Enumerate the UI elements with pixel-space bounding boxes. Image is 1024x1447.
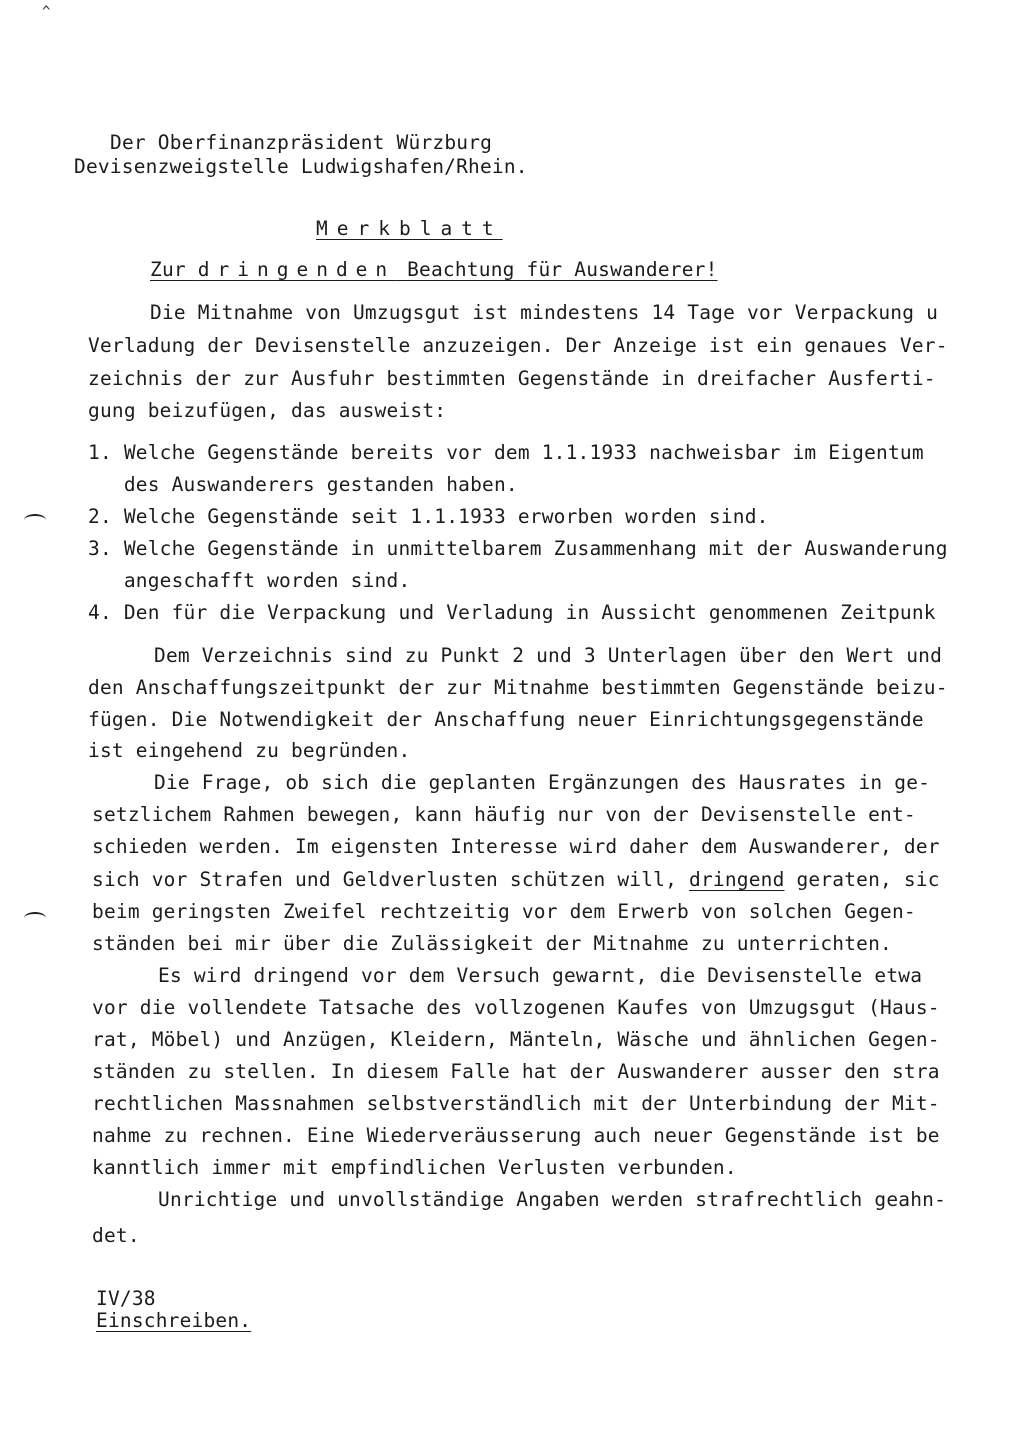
paragraph-line: Es wird dringend vor dem Versuch gewarnt, die Devisenstelle etwa	[158, 964, 923, 987]
paragraph-text: geraten, sic	[784, 868, 940, 891]
list-item: 4. Den für die Verpackung und Verladung in Aussicht genommenen Zeitpunk	[88, 601, 936, 624]
registered-mail-note: Einschreiben.	[96, 1309, 252, 1332]
paragraph-line: beim geringsten Zweifel rechtzeitig vor dem Erwerb von solchen Gegen-	[92, 900, 916, 923]
paragraph-line: ständen bei mir über die Zulässigkeit der Mitnahme zu unterrichten.	[92, 932, 892, 955]
list-item: 3. Welche Gegenstände in unmittelbarem Zusammenhang mit der Auswanderung	[88, 537, 948, 560]
corner-mark: ^	[42, 4, 51, 20]
authority-branch: Devisenzweigstelle Ludwigshafen/Rhein.	[74, 155, 528, 178]
emphasis-dringend: dringend	[689, 868, 785, 891]
paragraph-line: fügen. Die Notwendigkeit der Anschaffung neuer Einrichtungsgegenstände	[88, 708, 924, 731]
paragraph-line: rechtlichen Massnahmen selbstverständlich mit der Unterbindung der Mit-	[92, 1092, 940, 1115]
paragraph-line: Dem Verzeichnis sind zu Punkt 2 und 3 Unterlagen über den Wert und	[154, 644, 943, 667]
paragraph-line: setzlichem Rahmen bewegen, kann häufig nur von der Devisenstelle ent-	[92, 803, 916, 826]
intro-line: Die Mitnahme von Umzugsgut ist mindestens 14 Tage vor Verpackung u	[150, 301, 939, 324]
list-item: 1. Welche Gegenstände bereits vor dem 1.1.1933 nachweisbar im Eigentum	[88, 441, 924, 464]
reference-code: IV/38	[96, 1287, 156, 1310]
paragraph-line: kanntlich immer mit empfindlichen Verlusten verbunden.	[92, 1156, 737, 1179]
subtitle-emphasis: dringenden	[197, 258, 396, 281]
paragraph-line: nahme zu rechnen. Eine Wiederveräusserung auch neuer Gegenstände ist be	[92, 1124, 940, 1147]
list-item: 2. Welche Gegenstände seit 1.1.1933 erworben worden sind.	[88, 505, 769, 528]
paragraph-line: vor die vollendete Tatsache des vollzogenen Kaufes von Umzugsgut (Haus-	[92, 996, 940, 1019]
paragraph-text: sich vor Strafen und Geldverlusten schützen will,	[92, 868, 689, 891]
paragraph-line: ständen zu stellen. In diesem Falle hat der Auswanderer ausser den stra	[92, 1060, 940, 1083]
punch-mark	[24, 912, 46, 924]
paragraph-line: rat, Möbel) und Anzügen, Kleidern, Mänteln, Wäsche und ähnlichen Gegen-	[92, 1028, 940, 1051]
paragraph-line: schieden werden. Im eigensten Interesse wird daher dem Auswanderer, der	[92, 835, 940, 858]
paragraph-line: det.	[92, 1224, 140, 1247]
paragraph-line: ist eingehend zu begründen.	[88, 739, 411, 762]
list-item: des Auswanderers gestanden haben.	[88, 473, 518, 496]
intro-line: gung beizufügen, das ausweist:	[88, 399, 447, 422]
document-subtitle	[150, 258, 718, 282]
subtitle-suffix: Beachtung für Auswanderer!	[395, 258, 718, 281]
paragraph-line: den Anschaffungszeitpunkt der zur Mitnahme bestimmten Gegenstände beizu-	[88, 676, 948, 699]
document-title: Merkblatt	[316, 217, 503, 240]
paragraph-line: Die Frage, ob sich die geplanten Ergänzungen des Hausrates in ge-	[154, 771, 931, 794]
subtitle-prefix: Zur	[150, 258, 198, 281]
intro-line: Verladung der Devisenstelle anzuzeigen. Der Anzeige ist ein genaues Ver-	[88, 334, 948, 357]
authority-name: Der Oberfinanzpräsident Würzburg	[110, 131, 493, 154]
intro-line: zeichnis der zur Ausfuhr bestimmten Gegenstände in dreifacher Ausferti-	[88, 367, 936, 390]
paragraph-line	[92, 868, 940, 892]
punch-mark	[24, 514, 46, 526]
paragraph-line: Unrichtige und unvollständige Angaben werden strafrechtlich geahn-	[158, 1188, 947, 1211]
list-item: angeschafft worden sind.	[88, 569, 411, 592]
